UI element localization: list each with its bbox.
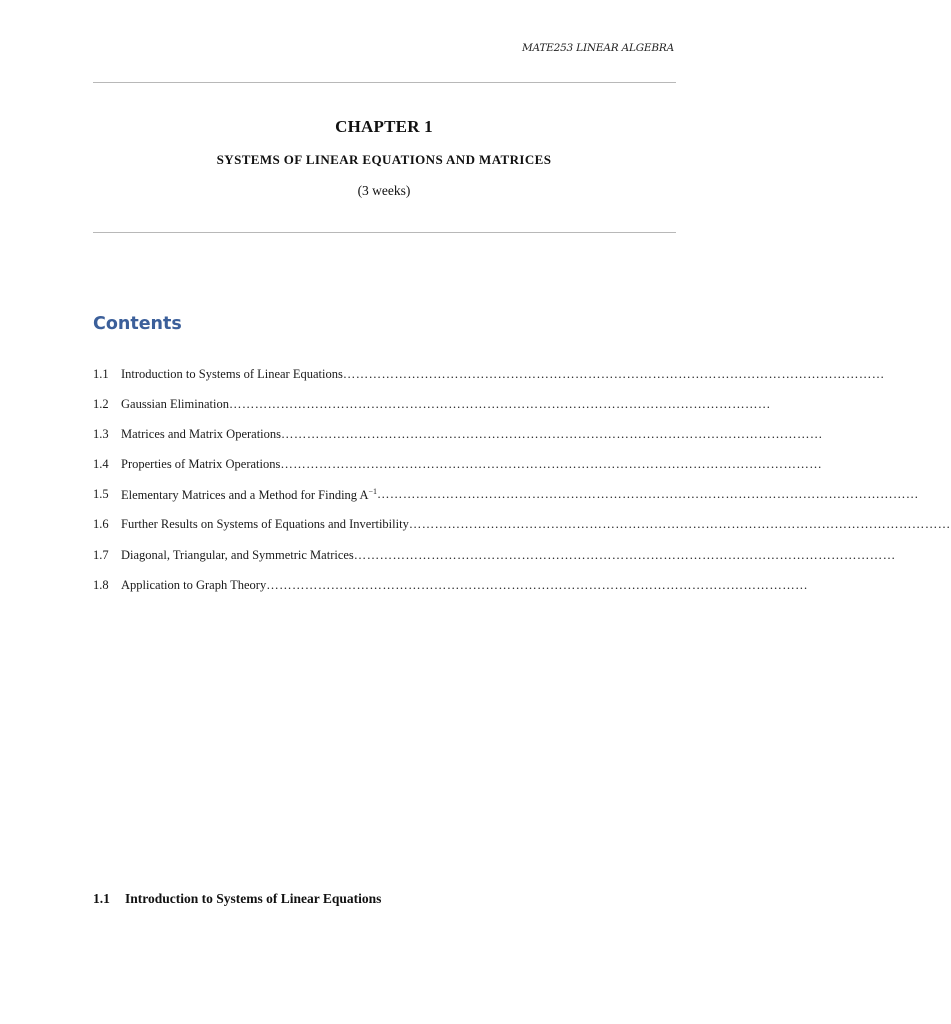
section-heading: [93, 891, 381, 907]
running-header: MATE253 LINEAR ALGEBRA: [521, 42, 674, 54]
toc-entry-number: 1.5: [93, 487, 109, 502]
toc-entry[interactable]: [93, 397, 771, 427]
toc-entry[interactable]: [93, 547, 896, 578]
toc-leader-dots: ………………………………………………………………………………………………………………: [342, 367, 885, 381]
toc-entry[interactable]: [93, 517, 951, 547]
toc-entry[interactable]: [93, 427, 823, 457]
toc-entry-title: Introduction to Systems of Linear Equations: [121, 367, 343, 381]
toc-entry-number: 1.7: [93, 547, 109, 562]
toc-leader-dots: ………………………………………………………………………………………………………………: [228, 397, 771, 412]
toc-entry-title-text: Elementary Matrices and a Method for Finding A: [121, 488, 369, 503]
toc-leader-dots: ………………………………………………………………………………………………………………: [281, 427, 823, 442]
toc-entry-number: 1.3: [93, 427, 109, 442]
chapter-subtitle: SYSTEMS OF LINEAR EQUATIONS AND MATRICES: [216, 152, 552, 167]
toc-entry-title: Properties of Matrix Operations: [121, 457, 281, 472]
toc-entry-title: Diagonal, Triangular, and Symmetric Matrices: [121, 547, 354, 562]
toc-entry-title: Matrices and Matrix Operations: [121, 427, 282, 442]
toc-leader-dots: ………………………………………………………………………………………………………………: [280, 457, 823, 472]
toc-entry-number: 1.1: [93, 367, 109, 381]
section-number: 1.1: [93, 891, 110, 906]
toc-entry-number: 1.6: [93, 517, 109, 532]
bottom-divider: [93, 232, 676, 233]
toc-leader-dots: ………………………………………………………………………………………………………………: [266, 577, 809, 592]
contents-heading: Contents: [93, 314, 182, 334]
toc-entry-title: Further Results on Systems of Equations and Invertibility: [121, 517, 409, 532]
toc-leader-dots: ………………………………………………………………………………………………………………: [377, 487, 919, 502]
toc-entry-number: 1.2: [93, 397, 109, 412]
toc-entry-number: 1.8: [93, 577, 109, 592]
toc-entry-title: Application to Graph Theory: [121, 577, 267, 592]
top-divider: [93, 82, 676, 83]
section-title: Introduction to Systems of Linear Equations: [125, 891, 382, 906]
chapter-title: CHAPTER 1: [335, 117, 433, 136]
toc-entry-number: 1.4: [93, 457, 109, 472]
chapter-duration: (3 weeks): [357, 183, 411, 198]
toc-entry[interactable]: [93, 367, 885, 397]
toc-entry-title: [121, 487, 377, 503]
toc-entry[interactable]: [93, 457, 823, 487]
toc-leader-dots: ………………………………………………………………………………………………………………: [353, 547, 896, 562]
toc-entry[interactable]: [93, 577, 809, 608]
toc-entry-title: Gaussian Elimination: [121, 397, 229, 412]
inverse-superscript: −1: [368, 487, 378, 497]
toc-leader-dots: ………………………………………………………………………………………………………………: [408, 517, 951, 532]
table-of-contents: [93, 367, 951, 608]
toc-entry[interactable]: [93, 487, 919, 517]
